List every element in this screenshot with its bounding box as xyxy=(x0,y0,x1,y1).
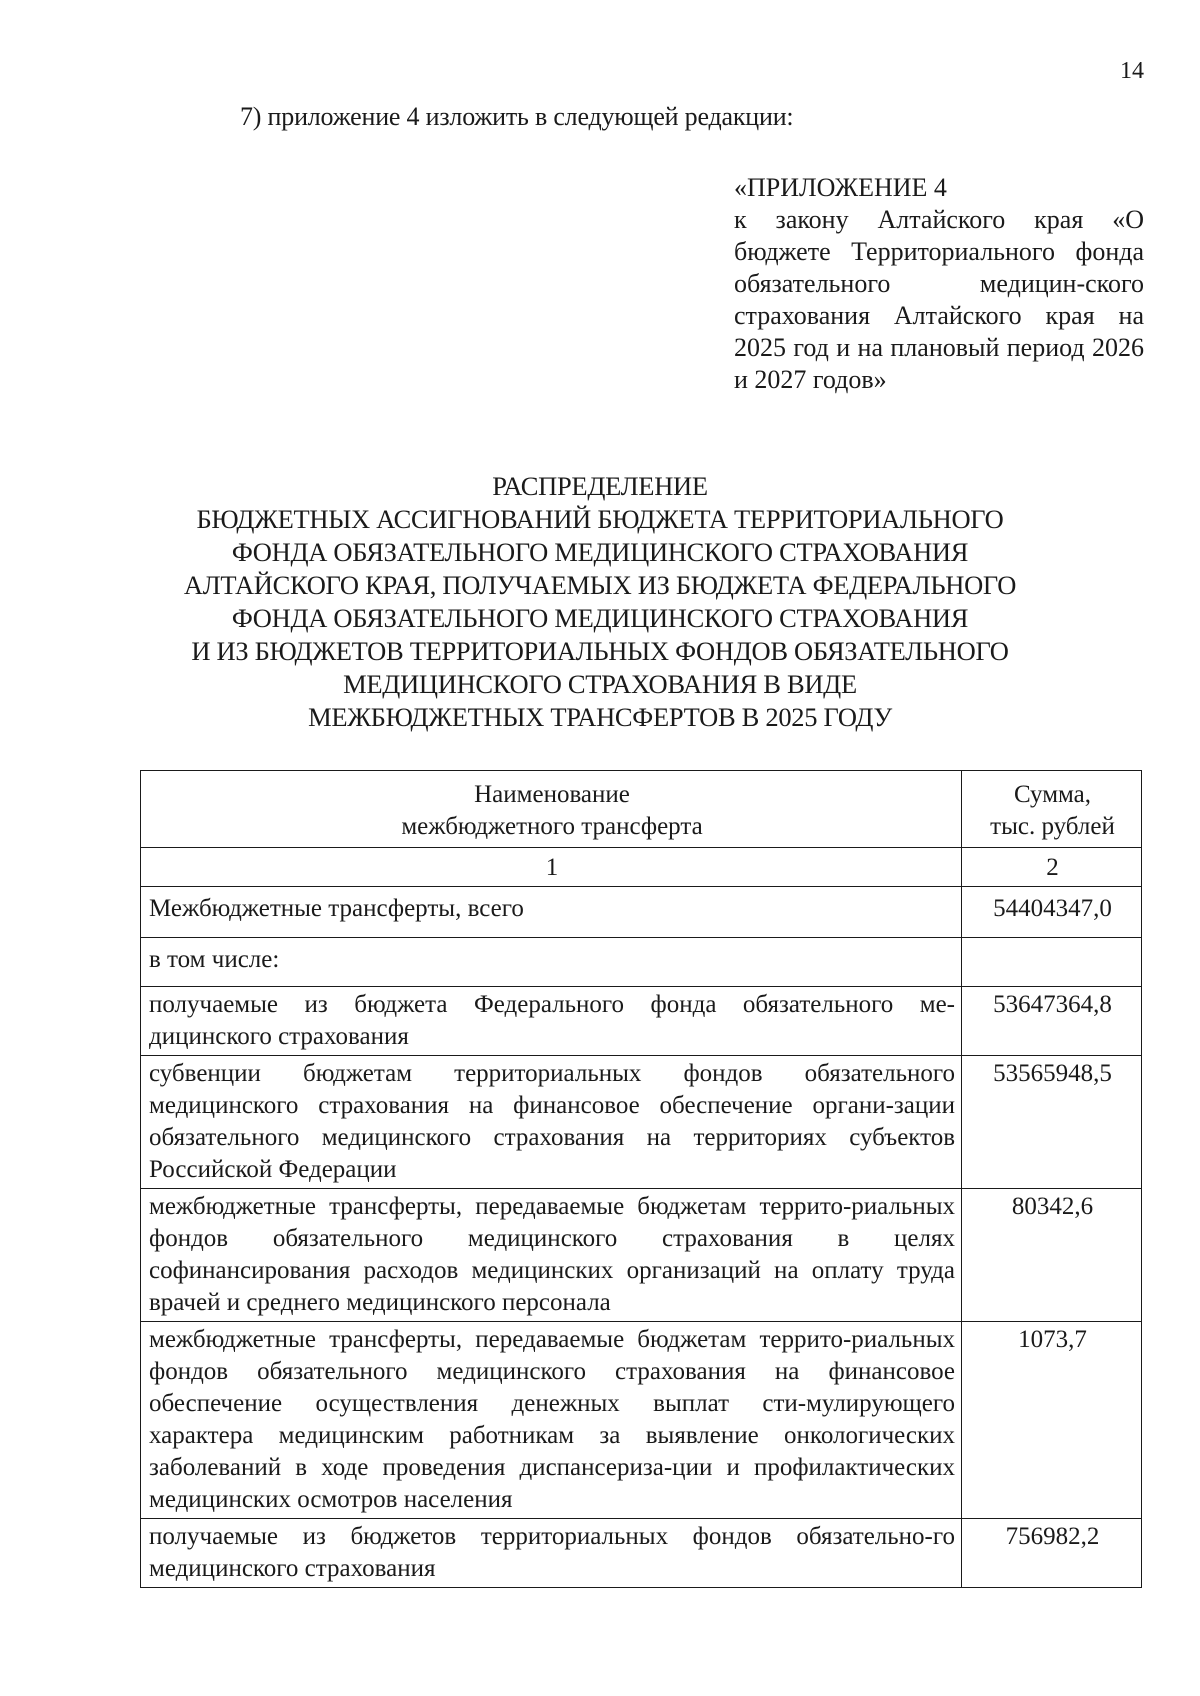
header-name-line2: межбюджетного трансферта xyxy=(401,813,703,840)
table-row xyxy=(141,1189,1142,1322)
table-row xyxy=(141,887,1142,938)
header-name-cell xyxy=(141,771,962,848)
row-sum: 54404347,0 xyxy=(962,887,1142,938)
annex-title: «ПРИЛОЖЕНИЕ 4 xyxy=(734,173,947,202)
row-name: межбюджетные трансферты, передаваемые бюджетам террито-риальных фондов обязательного медицинского страхования на финансовое обеспечение осуществления денежных выплат сти-мулирующего характера медицинским работникам за выявление онкологических заболеваний в ходе проведения диспансериза-ции и профилактических медицинских осмотров населения xyxy=(141,1322,962,1519)
document-heading xyxy=(150,470,1050,734)
heading-line: И ИЗ БЮДЖЕТОВ ТЕРРИТОРИАЛЬНЫХ ФОНДОВ ОБЯЗАТЕЛЬНОГО xyxy=(191,636,1009,666)
heading-line: МЕЖБЮДЖЕТНЫХ ТРАНСФЕРТОВ В 2025 ГОДУ xyxy=(308,702,892,732)
table-row xyxy=(141,987,1142,1056)
table-row xyxy=(141,938,1142,987)
annex-law-reference: к законy Алтайского края «О бюджете Территориального фонда обязательного медицин-ского страхования Алтайского края на 2025 год и на плановый период 2026 и 2027 годов» xyxy=(734,205,1144,394)
heading-line: АЛТАЙСКОГО КРАЯ, ПОЛУЧАЕМЫХ ИЗ БЮДЖЕТА ФЕДЕРАЛЬНОГО xyxy=(183,570,1017,600)
table-row xyxy=(141,1322,1142,1519)
row-name: межбюджетные трансферты, передаваемые бюджетам террито-риальных фондов обязательного медицинского страхования в целях софинансирования расходов медицинских организаций на оплату труда врачей и среднего медицинского персонала xyxy=(141,1189,962,1322)
row-sum xyxy=(962,938,1142,987)
header-sum-line2: тыс. рублей xyxy=(990,813,1115,840)
transfers-table xyxy=(140,770,1142,1588)
header-sum-cell xyxy=(962,771,1142,848)
row-name: получаемые из бюджетов территориальных фондов обязательно-го медицинского страхования xyxy=(141,1519,962,1588)
column-number-row xyxy=(141,848,1142,887)
row-sum: 80342,6 xyxy=(962,1189,1142,1322)
heading-line: МЕДИЦИНСКОГО СТРАХОВАНИЯ В ВИДЕ xyxy=(343,669,857,699)
annex-reference-block xyxy=(734,172,1144,396)
page-number: 14 xyxy=(1120,58,1144,84)
heading-line: БЮДЖЕТНЫХ АССИГНОВАНИЙ БЮДЖЕТА ТЕРРИТОРИАЛЬНОГО xyxy=(196,504,1004,534)
row-sum: 53565948,5 xyxy=(962,1056,1142,1189)
row-sum: 53647364,8 xyxy=(962,987,1142,1056)
amendment-instruction: 7) приложение 4 изложить в следующей редакции: xyxy=(240,102,794,131)
table-row xyxy=(141,1519,1142,1588)
heading-line: ФОНДА ОБЯЗАТЕЛЬНОГО МЕДИЦИНСКОГО СТРАХОВАНИЯ xyxy=(231,603,969,633)
row-name: Межбюджетные трансферты, всего xyxy=(141,887,962,938)
row-name: в том числе: xyxy=(141,938,962,987)
header-sum-line1: Сумма, xyxy=(1013,781,1092,808)
header-name-line1: Наименование xyxy=(474,781,630,808)
row-sum: 756982,2 xyxy=(962,1519,1142,1588)
row-sum: 1073,7 xyxy=(962,1322,1142,1519)
row-name: получаемые из бюджета Федерального фонда обязательного ме-дицинского страхования xyxy=(141,987,962,1056)
column-number: 2 xyxy=(962,848,1142,887)
table-row xyxy=(141,1056,1142,1189)
row-name: субвенции бюджетам территориальных фондов обязательного медицинского страхования на финансовое обеспечение органи-зации обязательного медицинского страхования на территориях субъектов Российской Федерации xyxy=(141,1056,962,1189)
heading-line: ФОНДА ОБЯЗАТЕЛЬНОГО МЕДИЦИНСКОГО СТРАХОВАНИЯ xyxy=(231,537,969,567)
column-number: 1 xyxy=(141,848,962,887)
heading-line: РАСПРЕДЕЛЕНИЕ xyxy=(492,471,708,501)
table-header-row xyxy=(141,771,1142,848)
